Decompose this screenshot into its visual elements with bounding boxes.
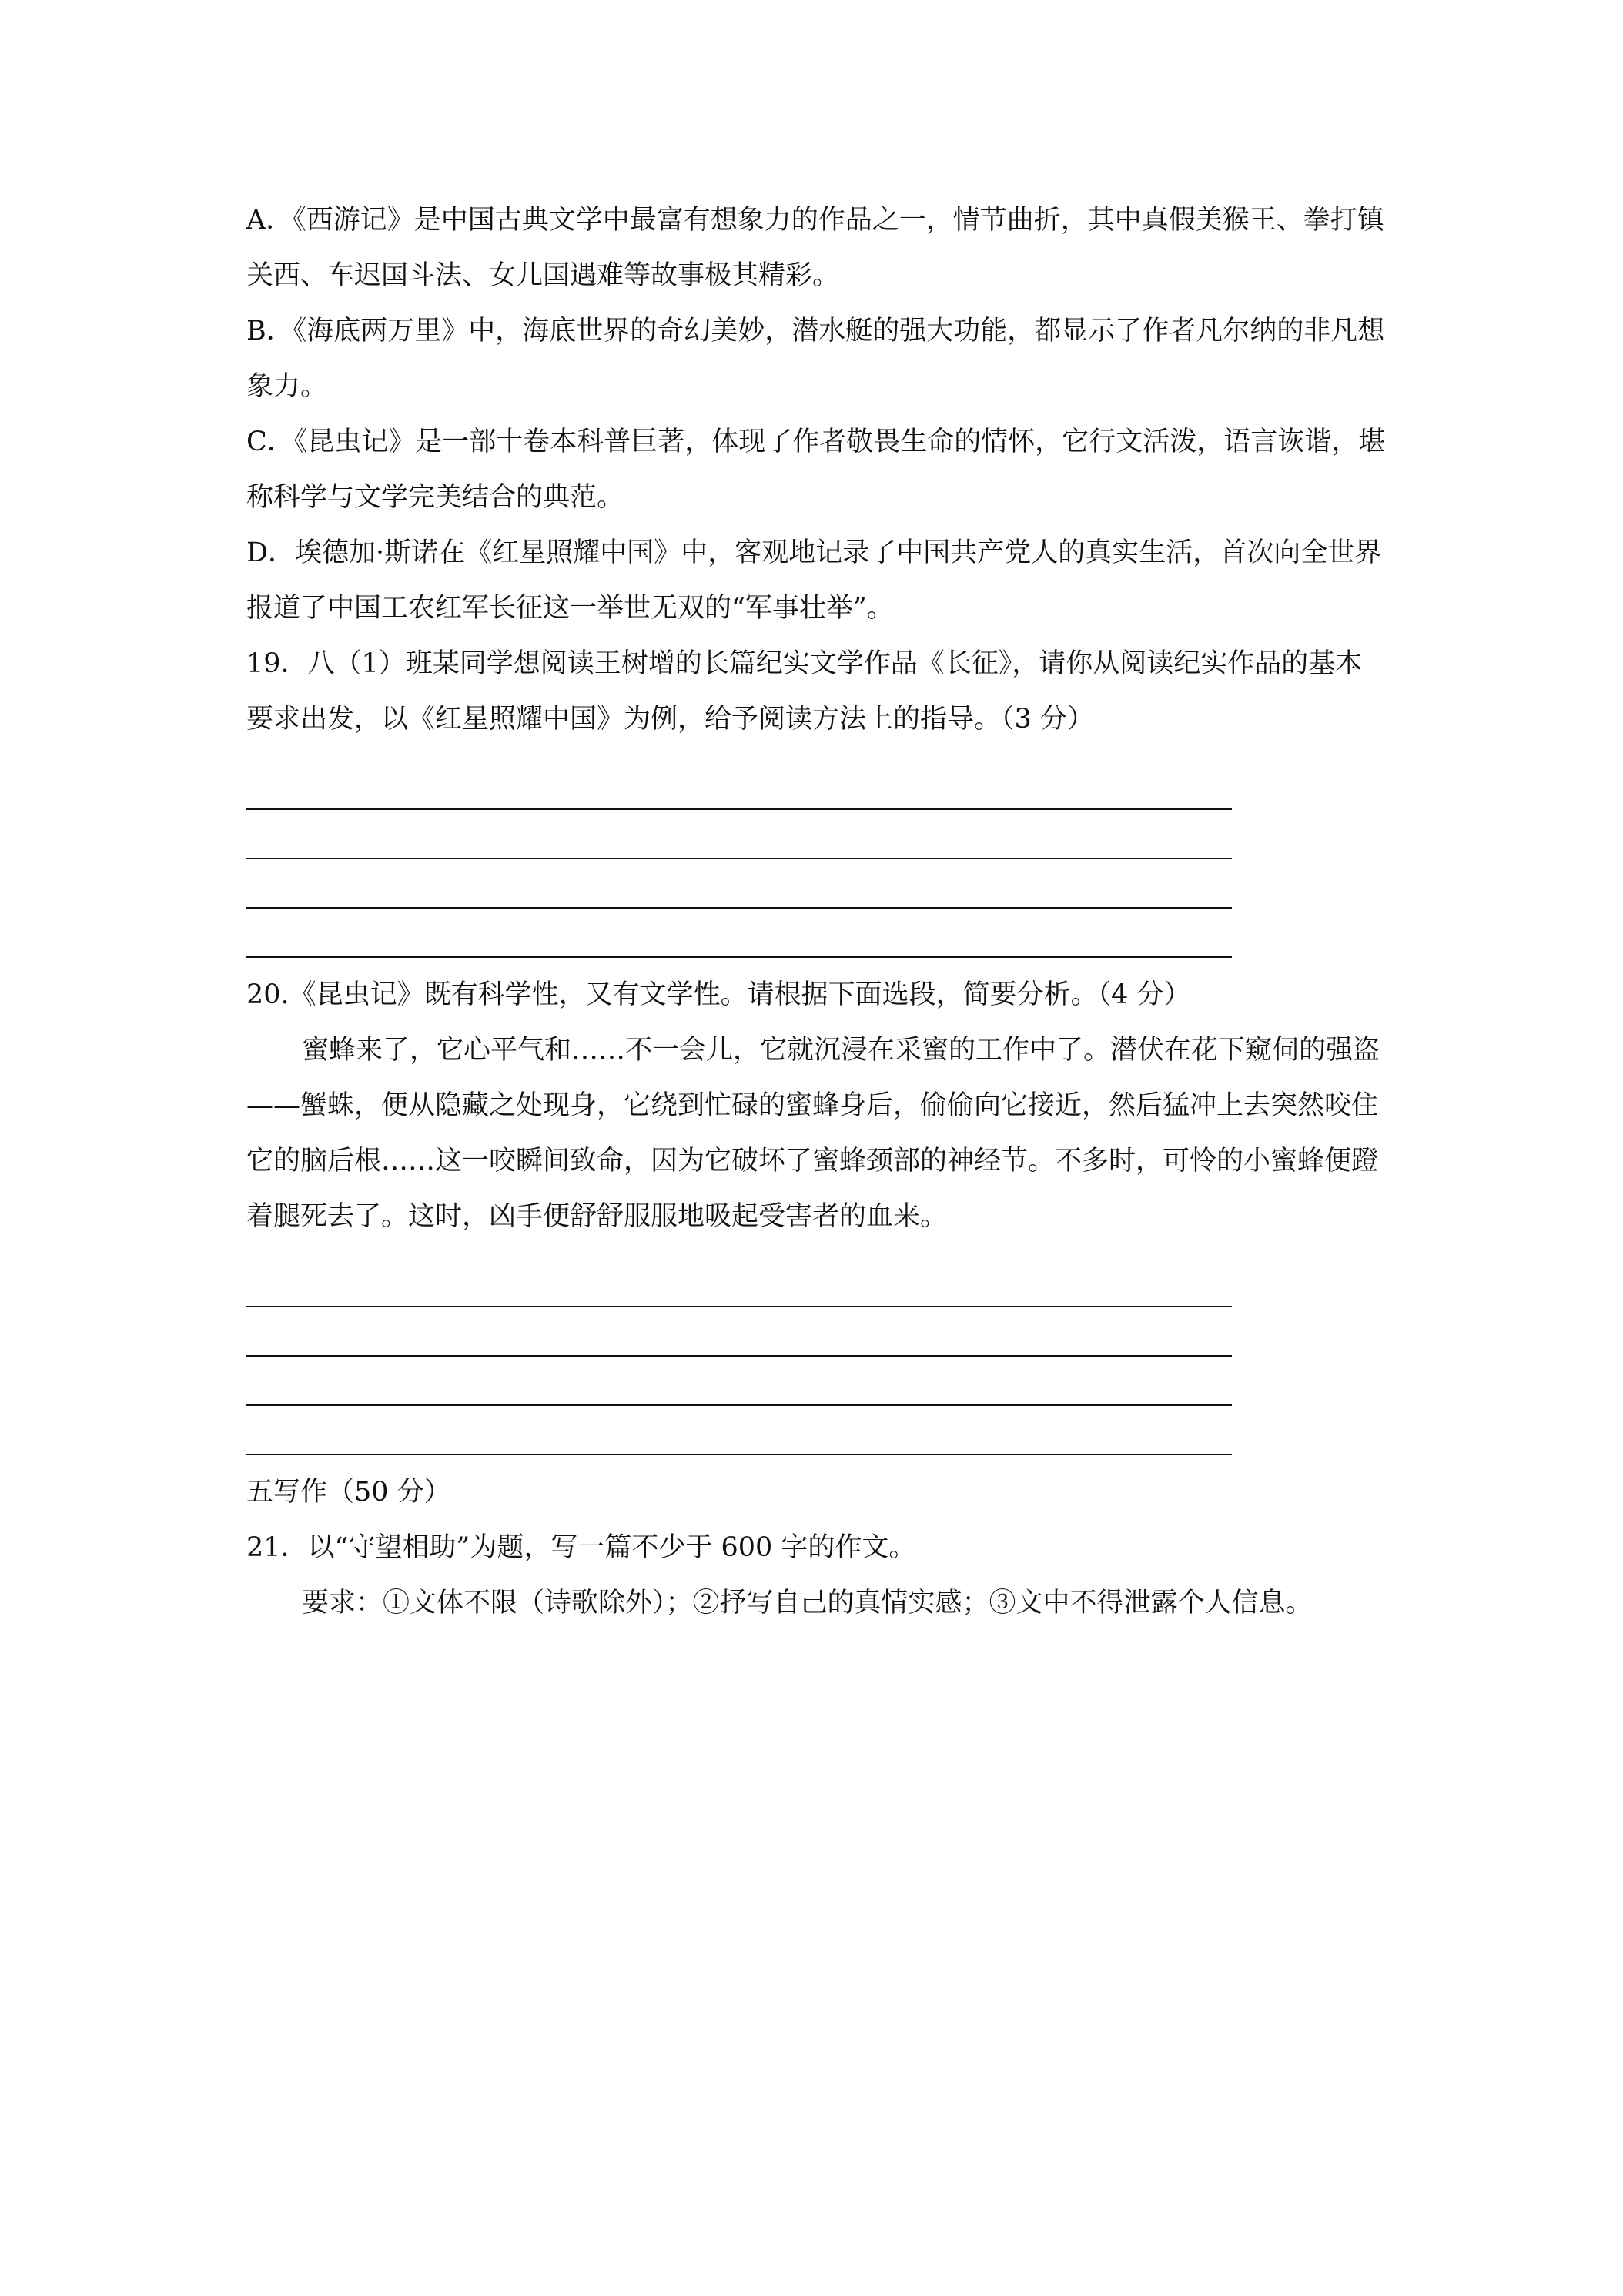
answer-line[interactable] [246,1406,1232,1455]
page-content [246,192,1386,1631]
answer-line[interactable] [246,761,1232,810]
option-c: C．《昆虫记》是一部十卷本科普巨著，体现了作者敬畏生命的情怀，它行文活泼，语言诙谐，堪称科学与文学完美结合的典范。 [246,427,1386,513]
option-a: A．《西游记》是中国古典文学中最富有想象力的作品之一，情节曲折，其中真假美猴王、拳打镇关西、车迟国斗法、女儿国遇难等故事极其精彩。 [246,205,1384,291]
section-5-title: 五写作（50 分） [246,1477,451,1508]
answer-line[interactable] [246,810,1232,859]
answer-line[interactable] [246,1307,1232,1357]
answer-line[interactable] [246,909,1232,958]
answer-line[interactable] [246,1357,1232,1406]
question-20-passage: 蜜蜂来了，它心平气和……不一会儿，它就沉浸在采蜜的工作中了。潜伏在花下窥伺的强盗——蟹蛛，便从隐藏之处现身，它绕到忙碌的蜜蜂身后，偷偷向它接近，然后猛冲上去突然咬住它的脑后根……这一咬瞬间致命，因为它破坏了蜜蜂颈部的神经节。不多时，可怜的小蜜蜂便蹬着腿死去了。这时，凶手便舒舒服服地吸起受害者的血来。 [246,1035,1380,1232]
question-19: 19．八（1）班某同学想阅读王树增的长篇纪实文学作品《长征》，请你从阅读纪实作品的基本要求出发，以《红星照耀中国》为例，给予阅读方法上的指导。（3 分） [246,648,1363,735]
answer-area-19[interactable] [246,761,1386,958]
question-20: 20.《昆虫记》既有科学性，又有文学性。请根据下面选段，简要分析。（4 分） [246,979,1191,1010]
question-21-requirement: 要求：①文体不限（诗歌除外）；②抒写自己的真情实感；③文中不得泄露个人信息。 [302,1588,1313,1618]
option-d: D．埃德加·斯诺在《红星照耀中国》中，客观地记录了中国共产党人的真实生活，首次向全世界报道了中国工农红军长征这一举世无双的“军事壮举”。 [246,537,1382,624]
option-b: B．《海底两万里》中，海底世界的奇幻美妙，潜水艇的强大功能，都显示了作者凡尔纳的非凡想象力。 [246,316,1385,402]
answer-line[interactable] [246,859,1232,909]
question-21: 21．以“守望相助”为题，写一篇不少于 600 字的作文。 [246,1532,916,1563]
answer-line[interactable] [246,1258,1232,1307]
answer-area-20[interactable] [246,1258,1386,1455]
